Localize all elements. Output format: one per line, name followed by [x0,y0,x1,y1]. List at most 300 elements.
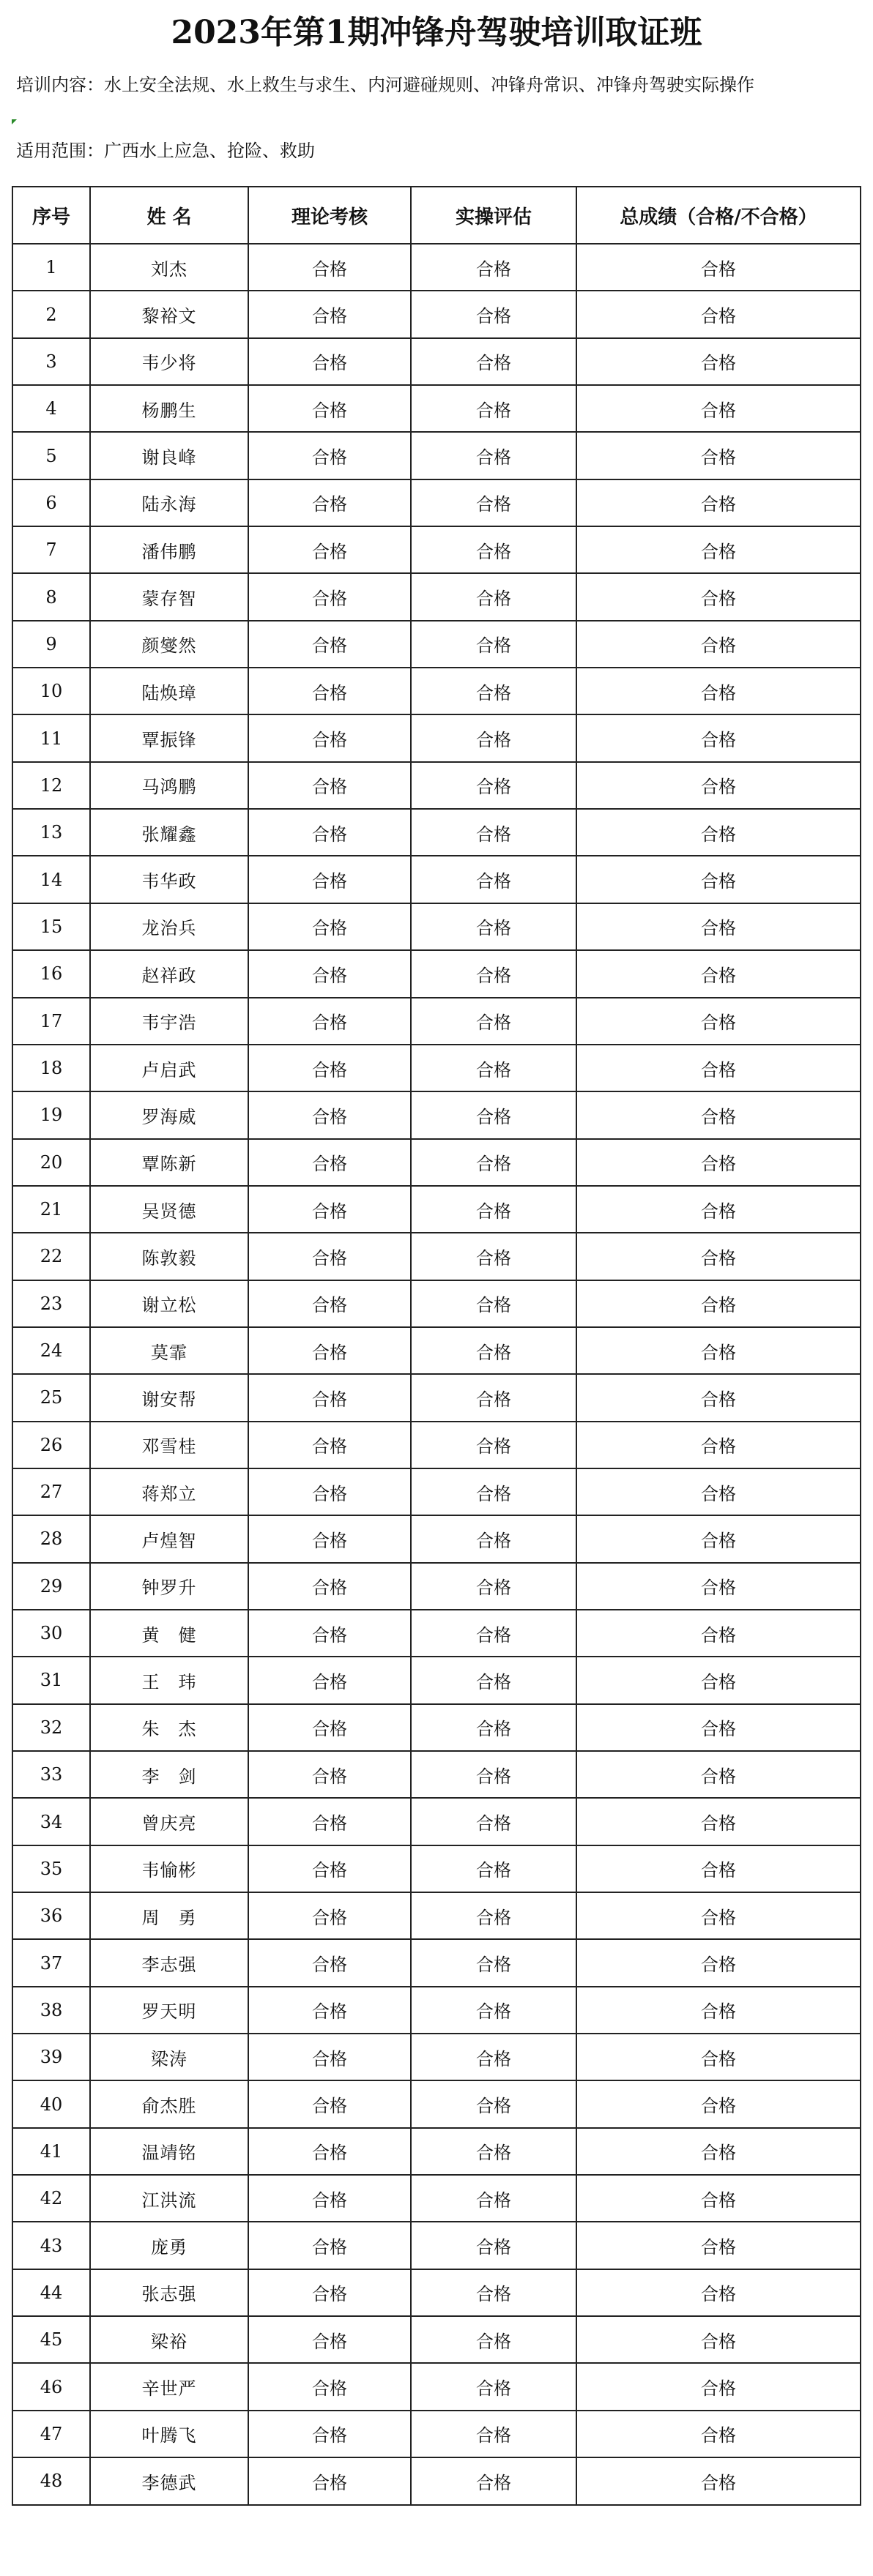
header-theory: 理论考核 [248,187,411,244]
cell-index: 31 [12,1657,90,1703]
cell-name: 颜燮然 [90,621,248,668]
cell-total: 合格 [576,1280,861,1327]
table-row [12,1798,861,1845]
table-row [12,950,861,997]
table-row [12,2457,861,2504]
cell-total: 合格 [576,1186,861,1233]
table-row [12,1233,861,1280]
table-row [12,1374,861,1421]
cell-total: 合格 [576,714,861,761]
cell-total: 合格 [576,1939,861,1986]
cell-total: 合格 [576,856,861,903]
table-row [12,2316,861,2363]
table-row [12,621,861,668]
cell-practical: 合格 [411,668,576,714]
cell-total: 合格 [576,1045,861,1091]
cell-name: 罗海威 [90,1091,248,1138]
cell-index: 39 [12,2034,90,2080]
table-row [12,2269,861,2316]
cell-theory: 合格 [248,2128,411,2175]
cell-total: 合格 [576,1704,861,1751]
header-name: 姓 名 [90,187,248,244]
cell-name: 黎裕文 [90,291,248,337]
cell-name: 潘伟鹏 [90,526,248,573]
table-row [12,809,861,856]
cell-name: 曾庆亮 [90,1798,248,1845]
cell-total: 合格 [576,432,861,479]
cell-index: 40 [12,2080,90,2127]
cell-index: 23 [12,1280,90,1327]
cell-index: 1 [12,244,90,291]
cell-index: 28 [12,1515,90,1562]
cell-practical: 合格 [411,1987,576,2034]
cell-theory: 合格 [248,573,411,620]
table-row [12,2363,861,2410]
cell-name: 吴贤德 [90,1186,248,1233]
cell-practical: 合格 [411,2034,576,2080]
cell-practical: 合格 [411,998,576,1045]
cell-theory: 合格 [248,714,411,761]
table-row [12,291,861,337]
training-content-line: 培训内容：水上安全法规、水上救生与求生、内河避碰规则、冲锋舟常识、冲锋舟驾驶实际操作 [16,75,754,95]
cell-total: 合格 [576,2411,861,2457]
cell-total: 合格 [576,1657,861,1703]
cell-practical: 合格 [411,714,576,761]
cell-theory: 合格 [248,1610,411,1657]
cell-total: 合格 [576,1422,861,1468]
cell-theory: 合格 [248,1233,411,1280]
cell-theory: 合格 [248,244,411,291]
cell-theory: 合格 [248,1045,411,1091]
cell-name: 李志强 [90,1939,248,1986]
cell-total: 合格 [576,2080,861,2127]
cell-theory: 合格 [248,2457,411,2504]
table-row [12,2034,861,2080]
table-row [12,432,861,479]
cell-name: 谢安帮 [90,1374,248,1421]
cell-total: 合格 [576,2269,861,2316]
cell-theory: 合格 [248,1798,411,1845]
table-row [12,1045,861,1091]
cell-index: 30 [12,1610,90,1657]
cell-practical: 合格 [411,1422,576,1468]
table-row [12,1422,861,1468]
cell-theory: 合格 [248,2411,411,2457]
cell-index: 10 [12,668,90,714]
cell-name: 周 勇 [90,1892,248,1939]
cell-practical: 合格 [411,2175,576,2222]
cell-total: 合格 [576,1233,861,1280]
table-header-row [12,187,861,244]
cell-theory: 合格 [248,2316,411,2363]
table-row [12,1704,861,1751]
cell-index: 11 [12,714,90,761]
cell-index: 41 [12,2128,90,2175]
cell-total: 合格 [576,338,861,385]
cell-total: 合格 [576,1374,861,1421]
cell-theory: 合格 [248,432,411,479]
cell-index: 6 [12,479,90,526]
cell-theory: 合格 [248,950,411,997]
cell-theory: 合格 [248,1468,411,1515]
cell-total: 合格 [576,1468,861,1515]
cell-index: 17 [12,998,90,1045]
table-row [12,714,861,761]
page-title: 2023年第1期冲锋舟驾驶培训取证班 [171,14,702,51]
cell-index: 26 [12,1422,90,1468]
cell-total: 合格 [576,1845,861,1892]
cell-index: 24 [12,1327,90,1374]
cell-index: 5 [12,432,90,479]
cell-name: 谢立松 [90,1280,248,1327]
cell-index: 22 [12,1233,90,1280]
cell-index: 36 [12,1892,90,1939]
cell-practical: 合格 [411,1374,576,1421]
cell-name: 庞勇 [90,2222,248,2269]
header-practical: 实操评估 [411,187,576,244]
cell-practical: 合格 [411,1280,576,1327]
cell-index: 14 [12,856,90,903]
cell-name: 张志强 [90,2269,248,2316]
table-row [12,1845,861,1892]
cell-theory: 合格 [248,1374,411,1421]
table-row [12,244,861,291]
cell-theory: 合格 [248,2363,411,2410]
table-row [12,1468,861,1515]
cell-index: 46 [12,2363,90,2410]
cell-practical: 合格 [411,573,576,620]
cell-name: 俞杰胜 [90,2080,248,2127]
cell-total: 合格 [576,244,861,291]
cell-practical: 合格 [411,1751,576,1798]
cell-name: 梁裕 [90,2316,248,2363]
table-row [12,762,861,809]
cell-total: 合格 [576,1987,861,2034]
cell-theory: 合格 [248,1422,411,1468]
cell-theory: 合格 [248,2269,411,2316]
cell-theory: 合格 [248,2080,411,2127]
table-row [12,1139,861,1186]
cell-name: 叶腾飞 [90,2411,248,2457]
cell-name: 陈敦毅 [90,1233,248,1280]
cell-practical: 合格 [411,338,576,385]
cell-name: 覃振锋 [90,714,248,761]
cell-theory: 合格 [248,2222,411,2269]
table-row [12,1751,861,1798]
cell-total: 合格 [576,903,861,950]
table-row [12,338,861,385]
cell-theory: 合格 [248,762,411,809]
cell-theory: 合格 [248,385,411,432]
cell-index: 18 [12,1045,90,1091]
table-row [12,2175,861,2222]
cell-theory: 合格 [248,1657,411,1703]
cell-practical: 合格 [411,621,576,668]
cell-index: 21 [12,1186,90,1233]
cell-practical: 合格 [411,1186,576,1233]
cell-index: 29 [12,1563,90,1610]
cell-practical: 合格 [411,1657,576,1703]
table-row [12,1892,861,1939]
cell-theory: 合格 [248,1139,411,1186]
cell-theory: 合格 [248,479,411,526]
cell-practical: 合格 [411,291,576,337]
cell-name: 梁涛 [90,2034,248,2080]
cell-index: 42 [12,2175,90,2222]
cell-total: 合格 [576,2034,861,2080]
cell-name: 刘杰 [90,244,248,291]
cell-total: 合格 [576,2128,861,2175]
cell-total: 合格 [576,2363,861,2410]
cell-total: 合格 [576,526,861,573]
cell-total: 合格 [576,1751,861,1798]
cell-name: 李德武 [90,2457,248,2504]
cell-name: 韦愉彬 [90,1845,248,1892]
table-row [12,668,861,714]
cell-name: 杨鹏生 [90,385,248,432]
header-index: 序号 [12,187,90,244]
cell-name: 蒋郑立 [90,1468,248,1515]
table-row [12,1091,861,1138]
cell-practical: 合格 [411,809,576,856]
cell-index: 44 [12,2269,90,2316]
cell-name: 陆焕璋 [90,668,248,714]
cell-practical: 合格 [411,950,576,997]
cell-name: 邓雪桂 [90,1422,248,1468]
cell-index: 27 [12,1468,90,1515]
cell-practical: 合格 [411,1563,576,1610]
cell-total: 合格 [576,1327,861,1374]
cell-practical: 合格 [411,903,576,950]
cell-theory: 合格 [248,1280,411,1327]
table-body [12,244,861,2505]
cell-index: 20 [12,1139,90,1186]
cell-index: 13 [12,809,90,856]
cell-index: 25 [12,1374,90,1421]
cell-practical: 合格 [411,432,576,479]
cell-total: 合格 [576,950,861,997]
cell-name: 谢良峰 [90,432,248,479]
cell-total: 合格 [576,2222,861,2269]
cell-theory: 合格 [248,1704,411,1751]
cell-practical: 合格 [411,1515,576,1562]
cell-practical: 合格 [411,2222,576,2269]
cell-theory: 合格 [248,1515,411,1562]
cell-total: 合格 [576,621,861,668]
cell-theory: 合格 [248,856,411,903]
cell-total: 合格 [576,1563,861,1610]
cell-name: 温靖铭 [90,2128,248,2175]
cell-index: 9 [12,621,90,668]
cell-practical: 合格 [411,1704,576,1751]
cell-index: 33 [12,1751,90,1798]
cell-theory: 合格 [248,1327,411,1374]
table-row [12,903,861,950]
cell-total: 合格 [576,573,861,620]
cell-name: 李 剑 [90,1751,248,1798]
cell-theory: 合格 [248,291,411,337]
cell-name: 黄 健 [90,1610,248,1657]
cell-total: 合格 [576,2175,861,2222]
cell-theory: 合格 [248,1892,411,1939]
cell-name: 陆永海 [90,479,248,526]
cell-practical: 合格 [411,1845,576,1892]
cell-practical: 合格 [411,2457,576,2504]
cell-total: 合格 [576,1610,861,1657]
table-row [12,2080,861,2127]
cell-theory: 合格 [248,809,411,856]
cell-index: 48 [12,2457,90,2504]
cell-name: 卢煌智 [90,1515,248,1562]
cell-practical: 合格 [411,385,576,432]
cell-theory: 合格 [248,903,411,950]
cell-total: 合格 [576,1892,861,1939]
cell-practical: 合格 [411,1233,576,1280]
cell-total: 合格 [576,479,861,526]
cell-practical: 合格 [411,2363,576,2410]
cell-total: 合格 [576,2316,861,2363]
cell-name: 韦华政 [90,856,248,903]
cell-total: 合格 [576,1139,861,1186]
cell-total: 合格 [576,668,861,714]
cell-theory: 合格 [248,998,411,1045]
cell-total: 合格 [576,385,861,432]
table-row [12,2411,861,2457]
cell-total: 合格 [576,291,861,337]
cell-practical: 合格 [411,856,576,903]
cell-name: 钟罗升 [90,1563,248,1610]
cell-index: 8 [12,573,90,620]
cell-practical: 合格 [411,1091,576,1138]
cell-index: 45 [12,2316,90,2363]
cell-index: 7 [12,526,90,573]
cell-practical: 合格 [411,1468,576,1515]
table-row [12,1657,861,1703]
cell-practical: 合格 [411,1045,576,1091]
table-row [12,526,861,573]
cell-theory: 合格 [248,668,411,714]
cell-total: 合格 [576,998,861,1045]
cell-practical: 合格 [411,1939,576,1986]
results-table [12,186,861,2506]
cell-name: 江洪流 [90,2175,248,2222]
cell-index: 37 [12,1939,90,1986]
cell-practical: 合格 [411,479,576,526]
cell-name: 朱 杰 [90,1704,248,1751]
table-row [12,1610,861,1657]
cell-index: 32 [12,1704,90,1751]
table-row [12,479,861,526]
cell-practical: 合格 [411,762,576,809]
cell-total: 合格 [576,1798,861,1845]
cell-index: 16 [12,950,90,997]
cell-name: 王 玮 [90,1657,248,1703]
cell-theory: 合格 [248,1987,411,2034]
table-row [12,2222,861,2269]
cell-name: 张耀鑫 [90,809,248,856]
cell-index: 15 [12,903,90,950]
cell-index: 12 [12,762,90,809]
cell-theory: 合格 [248,1091,411,1138]
table-row [12,2128,861,2175]
cell-practical: 合格 [411,1610,576,1657]
cell-name: 蒙存智 [90,573,248,620]
cell-theory: 合格 [248,1751,411,1798]
cell-total: 合格 [576,2457,861,2504]
cell-practical: 合格 [411,2128,576,2175]
table-row [12,856,861,903]
table-row [12,573,861,620]
cell-total: 合格 [576,809,861,856]
cell-index: 2 [12,291,90,337]
header-total: 总成绩（合格/不合格） [576,187,861,244]
cell-name: 马鸿鹏 [90,762,248,809]
cell-practical: 合格 [411,244,576,291]
cell-practical: 合格 [411,2316,576,2363]
cell-theory: 合格 [248,1563,411,1610]
cell-theory: 合格 [248,1939,411,1986]
cell-name: 韦少将 [90,338,248,385]
cell-total: 合格 [576,1515,861,1562]
cell-index: 38 [12,1987,90,2034]
cell-name: 罗天明 [90,1987,248,2034]
table-row [12,1515,861,1562]
cell-name: 赵祥政 [90,950,248,997]
table-row [12,998,861,1045]
cell-practical: 合格 [411,1892,576,1939]
cell-theory: 合格 [248,2175,411,2222]
cell-practical: 合格 [411,526,576,573]
cell-index: 43 [12,2222,90,2269]
cell-name: 卢启武 [90,1045,248,1091]
cell-index: 19 [12,1091,90,1138]
cell-name: 韦宇浩 [90,998,248,1045]
cell-practical: 合格 [411,2080,576,2127]
cell-name: 辛世严 [90,2363,248,2410]
cell-name: 龙治兵 [90,903,248,950]
cell-index: 4 [12,385,90,432]
cell-practical: 合格 [411,1798,576,1845]
cell-index: 34 [12,1798,90,1845]
table-row [12,1987,861,2034]
cell-practical: 合格 [411,1139,576,1186]
table-row [12,1280,861,1327]
cell-theory: 合格 [248,2034,411,2080]
cell-practical: 合格 [411,2269,576,2316]
cell-theory: 合格 [248,338,411,385]
cell-name: 莫霏 [90,1327,248,1374]
cell-index: 3 [12,338,90,385]
scope-line: 适用范围：广西水上应急、抢险、救助 [16,141,315,161]
table-row [12,1563,861,1610]
table-row [12,1939,861,1986]
cell-total: 合格 [576,762,861,809]
cell-practical: 合格 [411,2411,576,2457]
cell-theory: 合格 [248,526,411,573]
cell-theory: 合格 [248,1845,411,1892]
table-row [12,1186,861,1233]
cell-total: 合格 [576,1091,861,1138]
cell-name: 覃陈新 [90,1139,248,1186]
cell-theory: 合格 [248,1186,411,1233]
cell-index: 47 [12,2411,90,2457]
table-row [12,1327,861,1374]
table-row [12,385,861,432]
cell-index: 35 [12,1845,90,1892]
cell-theory: 合格 [248,621,411,668]
cell-practical: 合格 [411,1327,576,1374]
cell-comment-marker [12,119,17,124]
